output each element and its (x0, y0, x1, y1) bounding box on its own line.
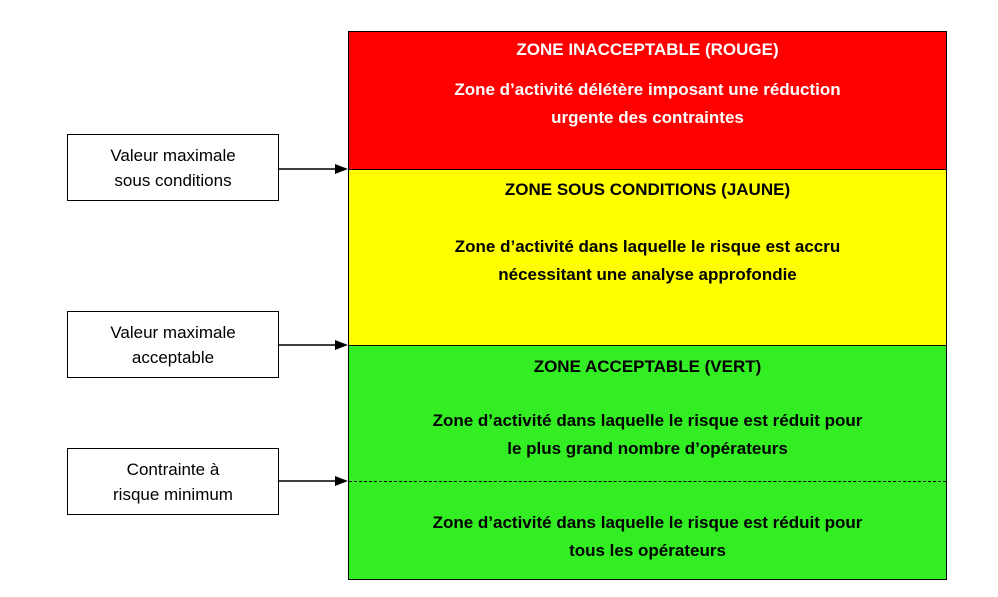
zone-green-desc1-line1: Zone d’activité dans laquelle le risque est réduit pour (432, 411, 863, 430)
label-max-conditional-line1: Valeur maximale (110, 145, 236, 165)
zone-inacceptable (348, 31, 947, 169)
arrow-max-acceptable (279, 339, 348, 351)
minimum-risk-dash-line (349, 481, 946, 482)
zone-green-desc1-line2: le plus grand nombre d’opérateurs (507, 439, 788, 458)
label-min-risk-line1: Contrainte à (126, 459, 220, 479)
zone-red-desc-line1: Zone d’activité délétère imposant une réduction (454, 80, 841, 99)
zone-sous-conditions (348, 169, 947, 345)
label-max-conditional (67, 134, 279, 201)
zone-green-desc2-line2: tous les opérateurs (569, 541, 726, 560)
label-max-conditional-line2: sous conditions (114, 170, 232, 190)
label-max-acceptable-line2: acceptable (131, 347, 215, 367)
label-max-acceptable-line1: Valeur maximale (110, 322, 236, 342)
zone-green-title: ZONE ACCEPTABLE (VERT) (533, 357, 762, 376)
zone-red-title: ZONE INACCEPTABLE (ROUGE) (516, 40, 779, 59)
arrow-max-conditional (279, 163, 348, 175)
zone-acceptable (348, 345, 947, 580)
label-min-risk-line2: risque minimum (113, 484, 233, 504)
zone-yellow-description (369, 233, 926, 289)
zone-yellow-title: ZONE SOUS CONDITIONS (JAUNE) (504, 180, 791, 199)
zone-red-desc-line2: urgente des contraintes (551, 108, 744, 127)
zone-yellow-desc-line1: Zone d’activité dans laquelle le risque est accru (454, 237, 841, 256)
zone-green-description-all (369, 509, 926, 565)
zone-yellow-desc-line2: nécessitant une analyse approfondie (498, 265, 797, 284)
label-min-risk (67, 448, 279, 515)
label-max-acceptable (67, 311, 279, 378)
arrow-min-risk (279, 475, 348, 487)
zone-red-description (369, 76, 926, 132)
zone-green-description-majority (369, 407, 926, 463)
zone-green-desc2-line1: Zone d’activité dans laquelle le risque est réduit pour (432, 513, 863, 532)
